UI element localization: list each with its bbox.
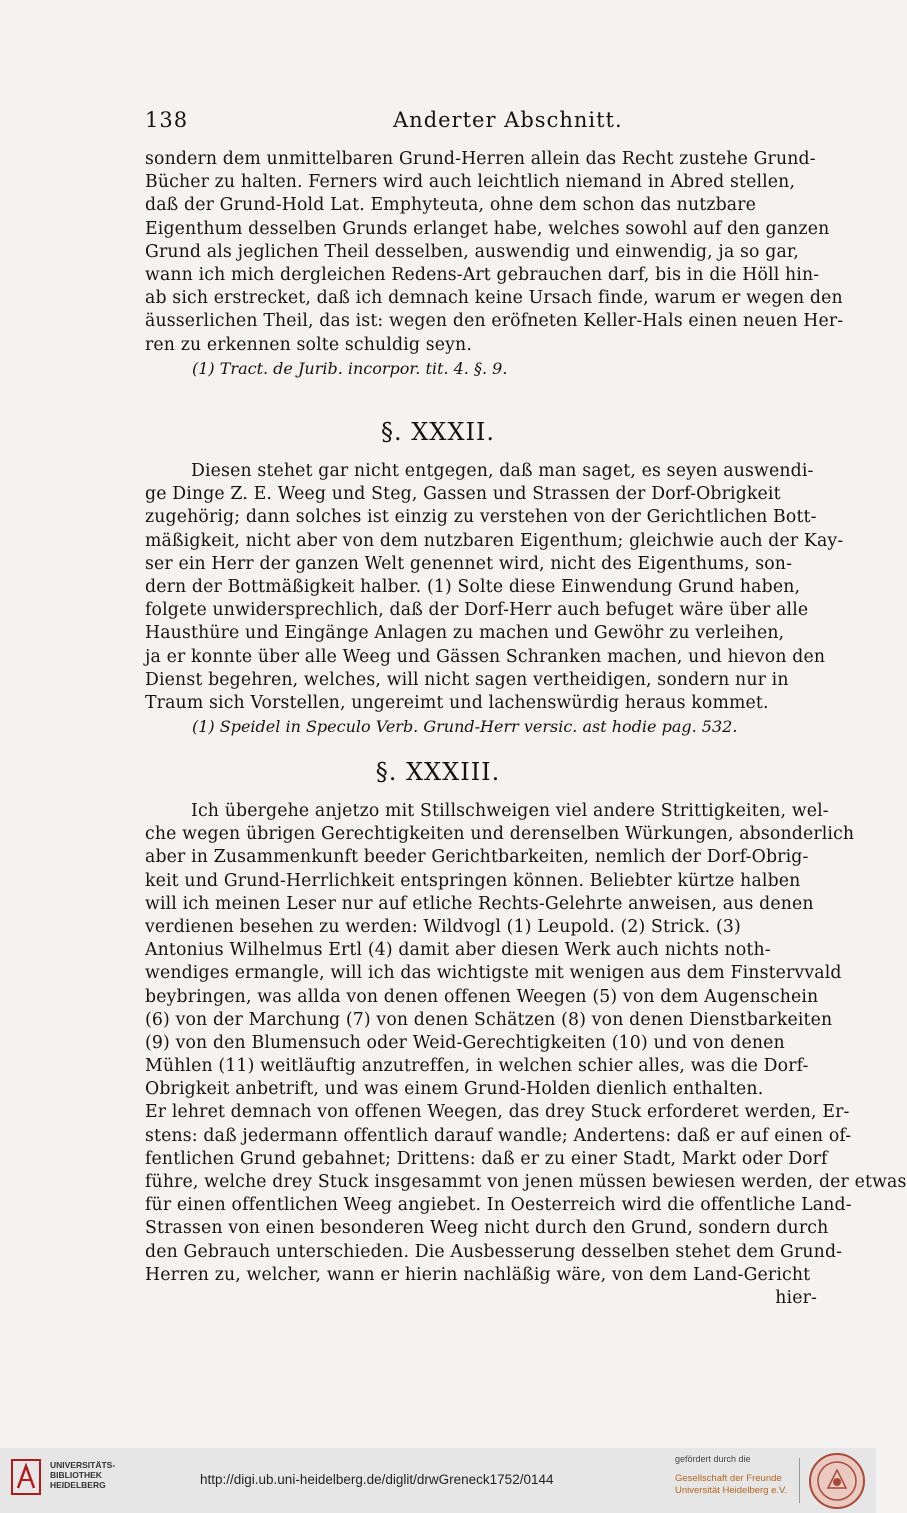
library-name-line: BIBLIOTHEK — [50, 1470, 102, 1480]
section-title-33: §. XXXIII. — [375, 758, 501, 786]
footnote: (1) Speidel in Speculo Verb. Grund-Herr versic. ast hodie pag. 532. — [192, 717, 738, 737]
text-line: aber in Zusammenkunft beeder Gerichtbarkeiten, nemlich der Dorf-Obrig- — [145, 847, 809, 868]
text-line: Antonius Wilhelmus Ertl (4) damit aber diesen Werk auch nichts noth- — [145, 940, 771, 961]
sponsor-note: gefördert durch die — [675, 1454, 751, 1464]
text-line: sondern dem unmittelbaren Grund-Herren allein das Recht zustehe Grund- — [145, 149, 816, 169]
text-line: beybringen, was allda von denen offenen Weegen (5) von dem Augenschein — [145, 986, 819, 1007]
text-line: keit und Grund-Herrlichkeit entspringen können. Beliebter kürtze halben — [145, 870, 801, 891]
top-paragraph — [145, 148, 844, 381]
sponsor-name-line: Gesellschaft der Freunde — [675, 1473, 782, 1484]
text-line: Dienst begehren, welches, will nicht sagen vertheidigen, sondern nur in — [145, 669, 789, 690]
text-line: für einen offentlichen Weeg angiebet. In Oesterreich wird die offentliche Land- — [145, 1195, 852, 1216]
text-line: Obrigkeit anbetrift, und was einem Grund-Holden dienlich enthalten. — [145, 1079, 764, 1100]
sponsor-name-line: Universität Heidelberg e.V. — [675, 1485, 788, 1496]
library-name — [50, 1460, 115, 1490]
text-line: Er lehret demnach von offenen Weegen, das drey Stuck erforderet werden, Er- — [145, 1102, 850, 1123]
text-line: (6) von der Marchung (7) von denen Schätzen (8) von denen Dienstbarkeiten — [145, 1009, 833, 1030]
text-line: ja er konnte über alle Weeg und Gässen Schranken machen, und hievon den — [145, 646, 826, 667]
text-line: fentlichen Grund gebahnet; Drittens: daß er zu einer Stadt, Markt oder Dorf — [145, 1148, 828, 1169]
text-line: folgete unwidersprechlich, daß der Dorf-Herr auch befuget wäre über alle — [145, 600, 809, 621]
section-32-text — [145, 460, 844, 739]
text-line: ren zu erkennen solte schuldig seyn. — [145, 334, 472, 355]
text-line: ser ein Herr der ganzen Welt genennet wird, nicht des Eigenthums, son- — [145, 553, 793, 574]
text-line: ge Dinge Z. E. Weeg und Steg, Gassen und Strassen der Dorf-Obrigkeit — [145, 484, 781, 505]
text-line: will ich meinen Leser nur auf etliche Rechts-Gelehrte anweisen, aus denen — [145, 893, 814, 914]
page-number: 138 — [145, 108, 189, 132]
running-head: Anderter Abschnitt. — [393, 108, 623, 132]
text-line: wann ich mich dergleichen Redens-Art gebrauchen darf, bis in die Höll hin- — [145, 264, 820, 285]
text-line: Mühlen (11) weitläuftig anzutreffen, in welchen schier alles, was die Dorf- — [145, 1056, 809, 1077]
text-line: Herren zu, welcher, wann er hierin nachläßig wäre, von dem Land-Gericht — [145, 1264, 811, 1285]
text-line: Diesen stehet gar nicht entgegen, daß man saget, es seyen auswendi- — [191, 461, 814, 481]
text-line: stens: daß jedermann offentlich darauf wandle; Andertens: daß er auf einen of- — [145, 1125, 852, 1146]
permalink-url[interactable]: http://digi.ub.uni-heidelberg.de/diglit/drwGreneck1752/0144 — [200, 1472, 554, 1487]
text-line: (9) von den Blumensuch oder Weid-Gerechtigkeiten (10) und von denen — [145, 1032, 785, 1053]
footer-bar — [0, 1448, 876, 1513]
library-name-line: HEIDELBERG — [50, 1480, 106, 1490]
section-33-text — [145, 800, 907, 1310]
text-line: den Gebrauch unterschieden. Die Ausbesserung desselben stehet dem Grund- — [145, 1241, 843, 1262]
text-line: dern der Bottmäßigkeit halber. (1) Solte diese Einwendung Grund haben, — [145, 576, 801, 597]
section-title-32: §. XXXII. — [380, 418, 496, 446]
divider — [799, 1458, 800, 1503]
text-line: zugehörig; dann solches ist einzig zu verstehen von der Gerichtlichen Bott- — [145, 507, 817, 528]
text-line: Traum sich Vorstellen, ungereimt und lachenswürdig heraus kommet. — [145, 692, 769, 713]
text-line: Hausthüre und Eingänge Anlagen zu machen und Gewöhr zu verleihen, — [145, 623, 785, 644]
text-line: Grund als jeglichen Theil desselben, auswendig und einwendig, ja so gar, — [145, 241, 800, 262]
library-name-line: UNIVERSITÄTS- — [50, 1460, 116, 1470]
text-line: Strassen von einen besonderen Weeg nicht durch den Grund, sondern durch — [145, 1218, 829, 1239]
library-logo-icon — [10, 1458, 42, 1496]
text-line: Ich übergehe anjetzo mit Stillschweigen viel andere Strittigkeiten, wel- — [191, 801, 829, 821]
catchword: hier- — [775, 1287, 817, 1308]
text-line: führe, welche drey Stuck insgesammt von jenen müssen bewiesen werden, der etwas — [145, 1172, 907, 1192]
text-line: Bücher zu halten. Ferners wird auch leichtlich niemand in Abred stellen, — [145, 172, 796, 193]
sponsor-name — [675, 1473, 787, 1497]
university-seal-icon — [808, 1452, 866, 1510]
text-line: mäßigkeit, nicht aber von dem nutzbaren Eigenthum; gleichwie auch der Kay- — [145, 530, 844, 551]
text-line: wendiges ermangle, will ich das wichtigste mit wenigen aus dem Finstervvald — [145, 963, 842, 984]
text-line: äusserlichen Theil, das ist: wegen den eröfneten Keller-Hals einen neuen Her- — [145, 311, 844, 332]
footnote: (1) Tract. de Jurib. incorpor. tit. 4. §. 9. — [192, 358, 508, 378]
text-line: daß der Grund-Hold Lat. Emphyteuta, ohne dem schon das nutzbare — [145, 195, 757, 216]
text-line: Eigenthum desselben Grunds erlanget habe, welches sowohl auf den ganzen — [145, 218, 830, 239]
text-line: ab sich erstrecket, daß ich demnach keine Ursach finde, warum er wegen den — [145, 288, 843, 309]
page-header — [145, 108, 815, 138]
text-line: che wegen übrigen Gerechtigkeiten und derenselben Würkungen, absonderlich — [145, 824, 855, 845]
text-line: verdienen besehen zu werden: Wildvogl (1) Leupold. (2) Strick. (3) — [145, 916, 741, 937]
